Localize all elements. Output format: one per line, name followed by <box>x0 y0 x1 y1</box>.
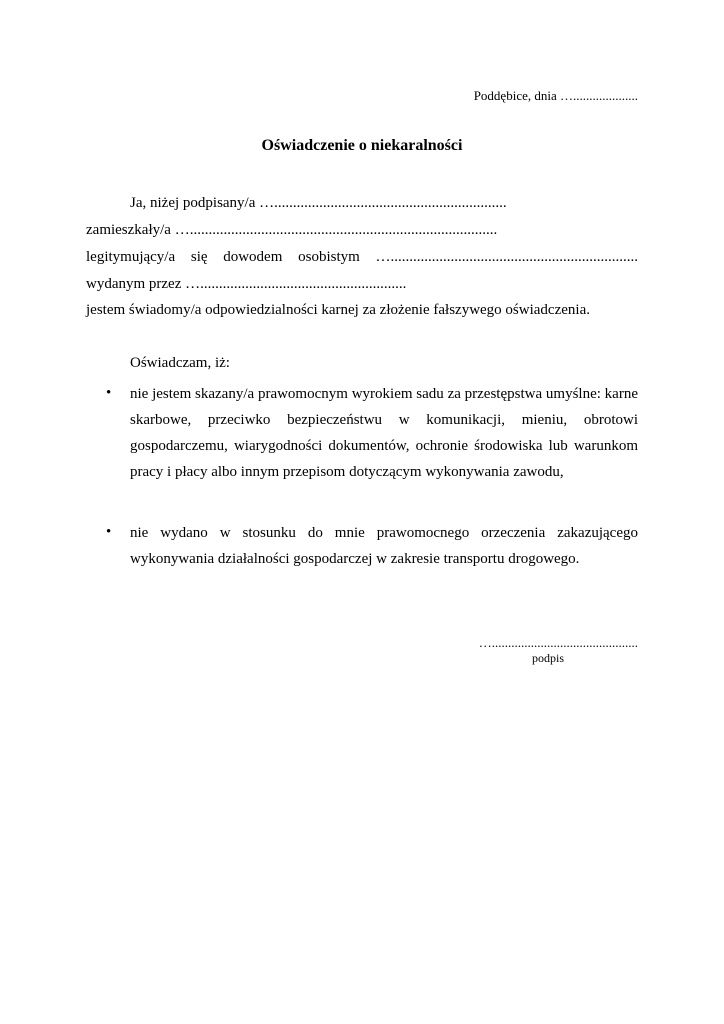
statement-item: nie jestem skazany/a prawomocnym wyrokiem sadu za przestępstwa umyślne: karne skarbowe, przeciwko bezpieczeństwu w komunikacji, mieniu, obrotowi gospodarczemu, wiarygodności dokumentów, ochronie środowiska lub warunkom pracy i płacy albo innym przepisom dotyczącym wykonywania zawodu, <box>130 386 638 480</box>
signature-label: podpis <box>532 651 565 665</box>
statement-intro: Oświadczam, iż: <box>130 355 230 371</box>
declarant-awareness-line: jestem świadomy/a odpowiedzialności karnej za złożenie fałszywego oświadczenia. <box>86 302 590 318</box>
signature-line: …............................................. <box>478 635 638 650</box>
bullet-point: • <box>106 385 112 401</box>
declarant-id-line: legitymujący/a się dowodem osobistym ….................................................................. <box>86 249 638 265</box>
bullet-point: • <box>106 524 112 540</box>
declarant-issuer-line: wydanym przez …....................................................... <box>86 276 407 292</box>
document-title: Oświadczenie o niekaralności <box>261 137 463 154</box>
declarant-name-line: Ja, niżej podpisany/a ….............................................................. <box>130 195 507 211</box>
place-and-date: Poddębice, dnia ….................... <box>473 88 638 103</box>
declarant-address-line: zamieszkały/a ….................................................................................. <box>86 222 498 238</box>
statement-item: nie wydano w stosunku do mnie prawomocnego orzeczenia zakazującego wykonywania działalności gospodarczej w zakresie transportu drogowego. <box>130 525 638 567</box>
